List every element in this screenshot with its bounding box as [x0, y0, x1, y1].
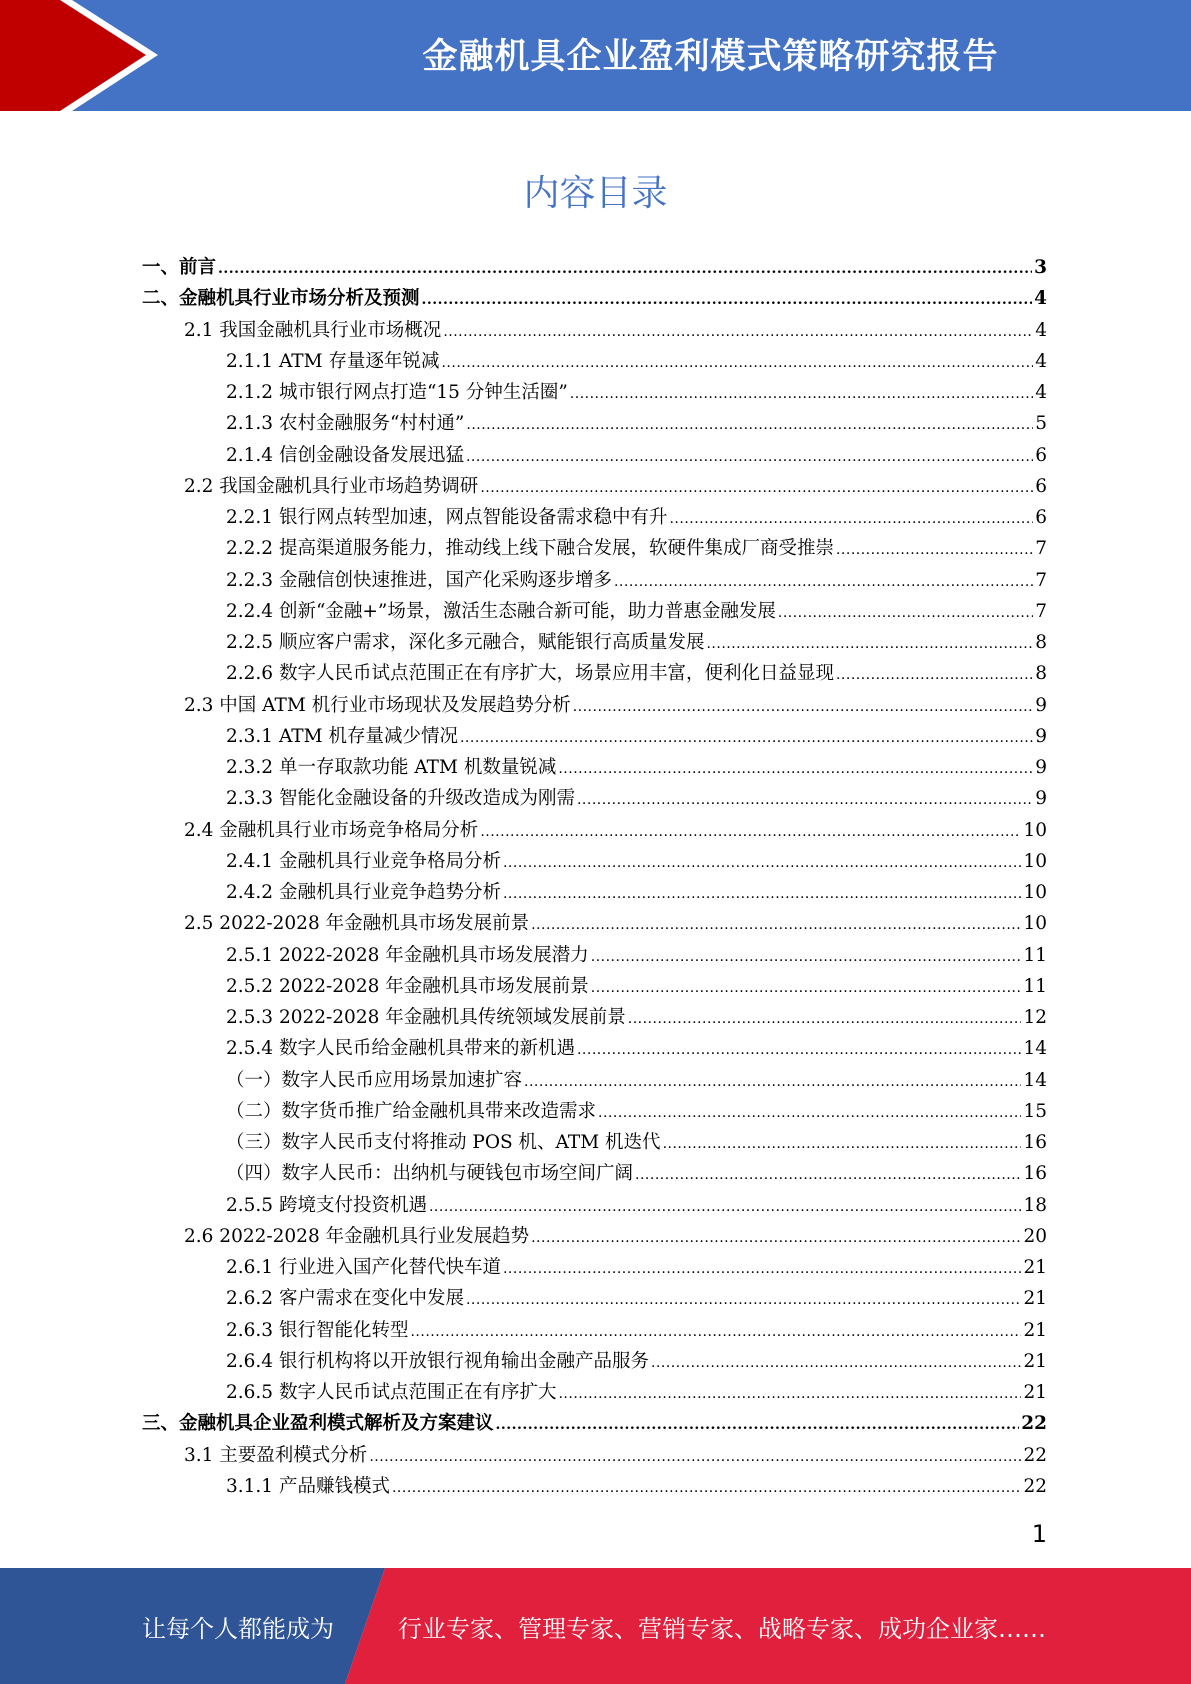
toc-entry[interactable] — [142, 1128, 1047, 1159]
toc-entry-title: 2.1.2 城市银行网点打造“15 分钟生活圈” — [226, 382, 568, 403]
toc-entry-title: 2.6.4 银行机构将以开放银行视角输出金融产品服务 — [226, 1350, 649, 1372]
toc-entry[interactable] — [142, 628, 1047, 659]
toc-entry[interactable] — [142, 378, 1047, 409]
toc-entry-title: 2.3.1 ATM 机存量减少情况 — [226, 725, 458, 747]
toc-entry[interactable] — [142, 909, 1047, 940]
toc-heading: 内容目录 — [523, 173, 668, 214]
report-title: 金融机具企业盈利模式策略研究报告 — [422, 37, 999, 77]
toc-dot-leader — [591, 980, 1022, 996]
toc-entry-page: 9 — [1035, 788, 1047, 810]
toc-entry-title: 2.4.2 金融机具行业竞争趋势分析 — [226, 882, 501, 903]
toc-dot-leader — [392, 1480, 1021, 1496]
toc-dot-leader — [628, 1011, 1022, 1027]
toc-dot-leader — [480, 824, 1021, 840]
toc-entry[interactable] — [142, 1441, 1047, 1472]
toc-entry-page: 11 — [1023, 944, 1047, 966]
toc-entry-title: 2.3.2 单一存取款功能 ATM 机数量锐减 — [226, 757, 557, 778]
toc-entry[interactable] — [142, 753, 1047, 784]
toc-entry-title: 2.1.1 ATM 存量逐年锐减 — [226, 350, 440, 372]
toc-entry[interactable] — [142, 503, 1047, 534]
toc-entry-title: 2.2.1 银行网点转型加速，网点智能设备需求稳中有升 — [226, 507, 668, 528]
toc-entry-title: 2.2.6 数字人民币试点范围正在有序扩大，场景应用丰富，便利化日益显现 — [226, 663, 834, 685]
toc-entry-title: 2.6.3 银行智能化转型 — [226, 1319, 409, 1341]
toc-dot-leader — [410, 1324, 1021, 1340]
toc-entry[interactable] — [142, 566, 1047, 597]
toc-entry-title: 三、金融机具企业盈利模式解析及方案建议 — [142, 1413, 494, 1435]
toc-entry[interactable] — [142, 1253, 1047, 1284]
toc-entry-title: 2.2.4 创新“金融+”场景，激活生态融合新可能，助力普惠金融发展 — [226, 600, 776, 622]
toc-entry-page: 21 — [1023, 1288, 1047, 1310]
toc-entry-title: （一）数字人民币应用场景加速扩容 — [226, 1069, 523, 1091]
toc-entry-page: 10 — [1023, 882, 1047, 903]
toc-dot-leader — [577, 1042, 1021, 1058]
toc-dot-leader — [496, 1417, 1020, 1433]
toc-entry-page: 21 — [1023, 1319, 1047, 1341]
toc-entry-page: 6 — [1035, 475, 1047, 497]
toc-entry[interactable] — [142, 1097, 1047, 1128]
toc-dot-leader — [558, 1386, 1021, 1402]
toc-entry-page: 12 — [1023, 1007, 1047, 1028]
toc-entry-title: 3.1 主要盈利模式分析 — [184, 1444, 368, 1466]
toc-dot-leader — [466, 449, 1033, 465]
toc-entry-page: 15 — [1023, 1100, 1047, 1122]
toc-entry-page: 4 — [1035, 319, 1047, 341]
toc-entry-page: 16 — [1023, 1163, 1047, 1185]
toc-entry[interactable] — [142, 1159, 1047, 1190]
toc-entry-title: 2.3 中国 ATM 机行业市场现状及发展趋势分析 — [184, 694, 571, 716]
toc-entry-page: 7 — [1035, 600, 1047, 622]
toc-entry-title: 2.4.1 金融机具行业竞争格局分析 — [226, 850, 501, 872]
toc-entry[interactable] — [142, 816, 1047, 847]
toc-entry-page: 22 — [1023, 1475, 1047, 1497]
toc-dot-leader — [598, 1105, 1021, 1121]
toc-entry-page: 21 — [1023, 1382, 1047, 1403]
toc-entry[interactable] — [142, 1222, 1047, 1253]
toc-entry[interactable] — [142, 347, 1047, 378]
toc-dot-leader — [503, 1261, 1021, 1277]
toc-entry[interactable] — [142, 1191, 1047, 1222]
toc-dot-leader — [836, 542, 1033, 558]
toc-dot-leader — [778, 605, 1033, 621]
toc-dot-leader — [706, 636, 1033, 652]
toc-entry-page: 4 — [1035, 350, 1047, 372]
toc-dot-leader — [591, 949, 1022, 965]
toc-entry-title: 2.1 我国金融机具行业市场概况 — [184, 319, 442, 341]
toc-entry-title: 2.5 2022-2028 年金融机具市场发展前景 — [184, 913, 530, 935]
toc-entry-page: 7 — [1035, 569, 1047, 591]
toc-entry-title: 2.5.2 2022-2028 年金融机具市场发展前景 — [226, 975, 589, 997]
toc-entry-page: 5 — [1035, 413, 1047, 435]
toc-entry-title: 2.6 2022-2028 年金融机具行业发展趋势 — [184, 1225, 530, 1247]
toc-dot-leader — [651, 1355, 1021, 1371]
toc-entry-page: 3 — [1034, 257, 1047, 278]
toc-dot-leader — [669, 511, 1033, 527]
toc-dot-leader — [466, 417, 1033, 433]
table-of-contents — [142, 253, 1047, 1503]
toc-entry[interactable] — [142, 1034, 1047, 1065]
toc-entry-page: 4 — [1035, 382, 1047, 403]
toc-entry[interactable] — [142, 972, 1047, 1003]
toc-entry-title: 2.5.3 2022-2028 年金融机具传统领域发展前景 — [226, 1007, 626, 1028]
toc-entry[interactable] — [142, 1066, 1047, 1097]
toc-entry-page: 21 — [1023, 1257, 1047, 1278]
footer-band — [0, 1568, 1191, 1684]
toc-dot-leader — [531, 1230, 1021, 1246]
toc-entry-page: 16 — [1023, 1132, 1047, 1153]
toc-entry-page: 10 — [1023, 850, 1047, 872]
page-number: 1 — [1031, 1520, 1047, 1548]
toc-entry-title: 2.2.2 提高渠道服务能力，推动线上线下融合发展，软硬件集成厂商受推崇 — [226, 538, 834, 560]
toc-entry[interactable] — [142, 878, 1047, 909]
toc-dot-leader — [422, 292, 1033, 308]
toc-entry[interactable] — [142, 1409, 1047, 1440]
toc-dot-leader — [531, 917, 1021, 933]
toc-entry-page: 6 — [1035, 444, 1047, 466]
toc-entry[interactable] — [142, 784, 1047, 815]
toc-entry-title: 2.6.2 客户需求在变化中发展 — [226, 1288, 464, 1310]
toc-entry-title: 2.1.4 信创金融设备发展迅猛 — [226, 444, 464, 466]
toc-dot-leader — [369, 1449, 1021, 1465]
toc-entry[interactable] — [142, 691, 1047, 722]
toc-entry-page: 10 — [1023, 819, 1047, 841]
toc-dot-leader — [503, 855, 1021, 871]
toc-entry-title: 2.5.5 跨境支付投资机遇 — [226, 1194, 427, 1216]
toc-dot-leader — [443, 324, 1033, 340]
toc-entry-page: 9 — [1035, 757, 1047, 778]
toc-entry-page: 20 — [1023, 1225, 1047, 1247]
footer-slogan-right: 行业专家、管理专家、营销专家、战略专家、成功企业家…… — [398, 1614, 1046, 1643]
toc-dot-leader — [503, 886, 1021, 902]
toc-entry[interactable] — [142, 722, 1047, 753]
toc-entry-title: 2.6.5 数字人民币试点范围正在有序扩大 — [226, 1382, 557, 1403]
toc-dot-leader — [466, 1292, 1021, 1308]
toc-entry[interactable] — [142, 316, 1047, 347]
toc-entry[interactable] — [142, 1003, 1047, 1034]
toc-entry-page: 11 — [1023, 975, 1047, 997]
toc-dot-leader — [460, 730, 1033, 746]
toc-entry-title: 3.1.1 产品赚钱模式 — [226, 1475, 390, 1497]
toc-entry[interactable] — [142, 1316, 1047, 1347]
toc-entry[interactable] — [142, 659, 1047, 690]
toc-dot-leader — [524, 1074, 1021, 1090]
toc-entry-title: 2.2 我国金融机具行业市场趋势调研 — [184, 475, 479, 497]
toc-entry-page: 6 — [1035, 507, 1047, 528]
toc-dot-leader — [570, 386, 1033, 402]
toc-entry[interactable] — [142, 1472, 1047, 1503]
toc-entry[interactable] — [142, 847, 1047, 878]
toc-entry[interactable] — [142, 284, 1047, 315]
toc-dot-leader — [577, 792, 1033, 808]
toc-entry[interactable] — [142, 1284, 1047, 1315]
toc-entry[interactable] — [142, 1347, 1047, 1378]
toc-entry-title: 2.6.1 行业进入国产化替代快车道 — [226, 1257, 501, 1278]
footer-slogan-left: 让每个人都能成为 — [142, 1614, 334, 1643]
toc-entry-title: 2.1.3 农村金融服务“村村通” — [226, 413, 465, 435]
toc-entry-title: （四）数字人民币：出纳机与硬钱包市场空间广阔 — [226, 1163, 634, 1185]
toc-entry[interactable] — [142, 1378, 1047, 1409]
toc-dot-leader — [614, 574, 1033, 590]
header-band — [0, 0, 1191, 111]
toc-entry[interactable] — [142, 253, 1047, 284]
toc-entry-page: 4 — [1034, 288, 1047, 310]
toc-entry-title: 2.2.5 顺应客户需求，深化多元融合，赋能银行高质量发展 — [226, 632, 705, 653]
toc-entry-page: 9 — [1035, 725, 1047, 747]
toc-entry[interactable] — [142, 941, 1047, 972]
toc-entry-page: 14 — [1023, 1038, 1047, 1060]
toc-entry-page: 18 — [1023, 1194, 1047, 1216]
toc-entry-page: 7 — [1035, 538, 1047, 560]
toc-entry-title: 2.2.3 金融信创快速推进，国产化采购逐步增多 — [226, 569, 612, 591]
toc-dot-leader — [836, 667, 1033, 683]
toc-entry[interactable] — [142, 472, 1047, 503]
toc-entry-page: 14 — [1023, 1069, 1047, 1091]
toc-entry-title: 2.4 金融机具行业市场竞争格局分析 — [184, 819, 479, 841]
toc-dot-leader — [441, 355, 1033, 371]
toc-entry-title: 一、前言 — [142, 257, 217, 278]
toc-entry[interactable] — [142, 441, 1047, 472]
toc-entry-page: 22 — [1023, 1444, 1047, 1466]
toc-dot-leader — [573, 699, 1034, 715]
toc-entry-page: 22 — [1021, 1413, 1047, 1435]
toc-entry[interactable] — [142, 597, 1047, 628]
toc-entry-page: 21 — [1023, 1350, 1047, 1372]
toc-entry[interactable] — [142, 409, 1047, 440]
toc-entry[interactable] — [142, 534, 1047, 565]
toc-dot-leader — [558, 761, 1033, 777]
toc-dot-leader — [480, 480, 1033, 496]
toc-entry-page: 9 — [1035, 694, 1047, 716]
toc-entry-title: （二）数字货币推广给金融机具带来改造需求 — [226, 1100, 597, 1122]
toc-entry-title: （三）数字人民币支付将推动 POS 机、ATM 机迭代 — [226, 1132, 661, 1153]
toc-dot-leader — [635, 1167, 1021, 1183]
toc-dot-leader — [429, 1199, 1021, 1215]
toc-entry-title: 2.5.1 2022-2028 年金融机具市场发展潜力 — [226, 944, 589, 966]
toc-entry-page: 8 — [1035, 632, 1047, 653]
toc-entry-page: 10 — [1023, 913, 1047, 935]
toc-dot-leader — [218, 261, 1032, 277]
toc-entry-page: 8 — [1035, 663, 1047, 685]
toc-entry-title: 2.3.3 智能化金融设备的升级改造成为刚需 — [226, 788, 575, 810]
toc-entry-title: 二、金融机具行业市场分析及预测 — [142, 288, 420, 310]
toc-entry-title: 2.5.4 数字人民币给金融机具带来的新机遇 — [226, 1038, 575, 1060]
toc-dot-leader — [663, 1136, 1022, 1152]
